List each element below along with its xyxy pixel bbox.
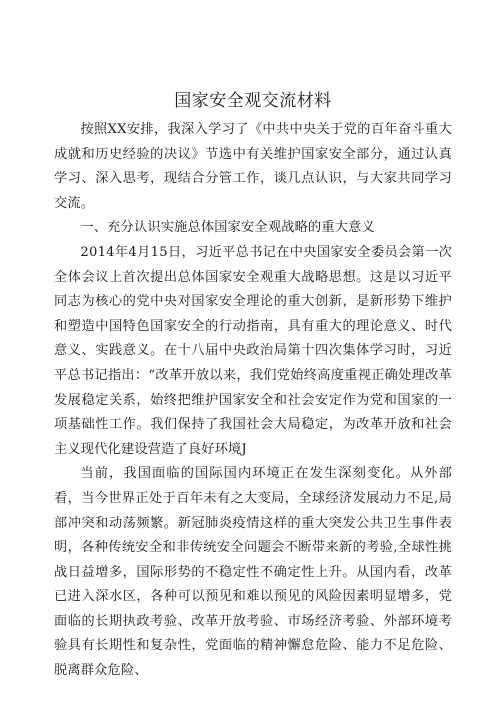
intro-paragraph: 按照XX安排，我深入学习了《中共中央关于党的百年奋斗重大成就和历史经验的决议》节选中有关维护国家安全部分，通过认真学习、深入思考，现结合分管工作，谈几点认识，与大家共同学习交流。 [54,122,452,211]
section-heading-1: 一、充分认识实施总体国家安全观战略的重大意义 [80,220,375,236]
body-paragraph-1: 2014年4月15日，习近平总书记在中央国家安全委员会第一次全体会议上首次提出总体国家安全观重大战略思想。这是以习近平同志为核心的党中央对国家安全理论的重大创新，是新形势下维护和塑造中国特色国家安全的行动指南，具有重大的理论意义、时代意义、实践意义。在十八届中央政治局第十四次集体学习时，习近平总书记指出：“改革开放以来，我们党始终高度重视正确处理改革发展稳定关系，始终把维护国家安全和社会安定作为党和国家的一项基础性工作。我们保持了我国社会大局稳定，为改革开放和社会主义现代化建设营造了良好环境J [54,244,452,457]
body-paragraph-2: 当前，我国面临的国际国内环境正在发生深刻变化。从外部看，当今世界正处于百年未有之大变局，全球经济发展动力不足,局部冲突和动荡频繁。新冠肺炎疫情这样的重大突发公共卫生事件表明，各种传统安全和非传统安全问题会不断带来新的考验,全球性挑战日益增多，国际形势的不稳定性不确定性上升。从国内看，改革已进入深水区，各种可以预见和难以预见的风险因素明显增多，党面临的长期执政考验、改革开放考验、市场经济考验、外部环境考验具有长期性和复杂性，党面临的精神懈怠危险、能力不足危险、脱离群众危险、 [54,466,452,679]
document-title: 国家安全观交流材料 [174,91,332,111]
